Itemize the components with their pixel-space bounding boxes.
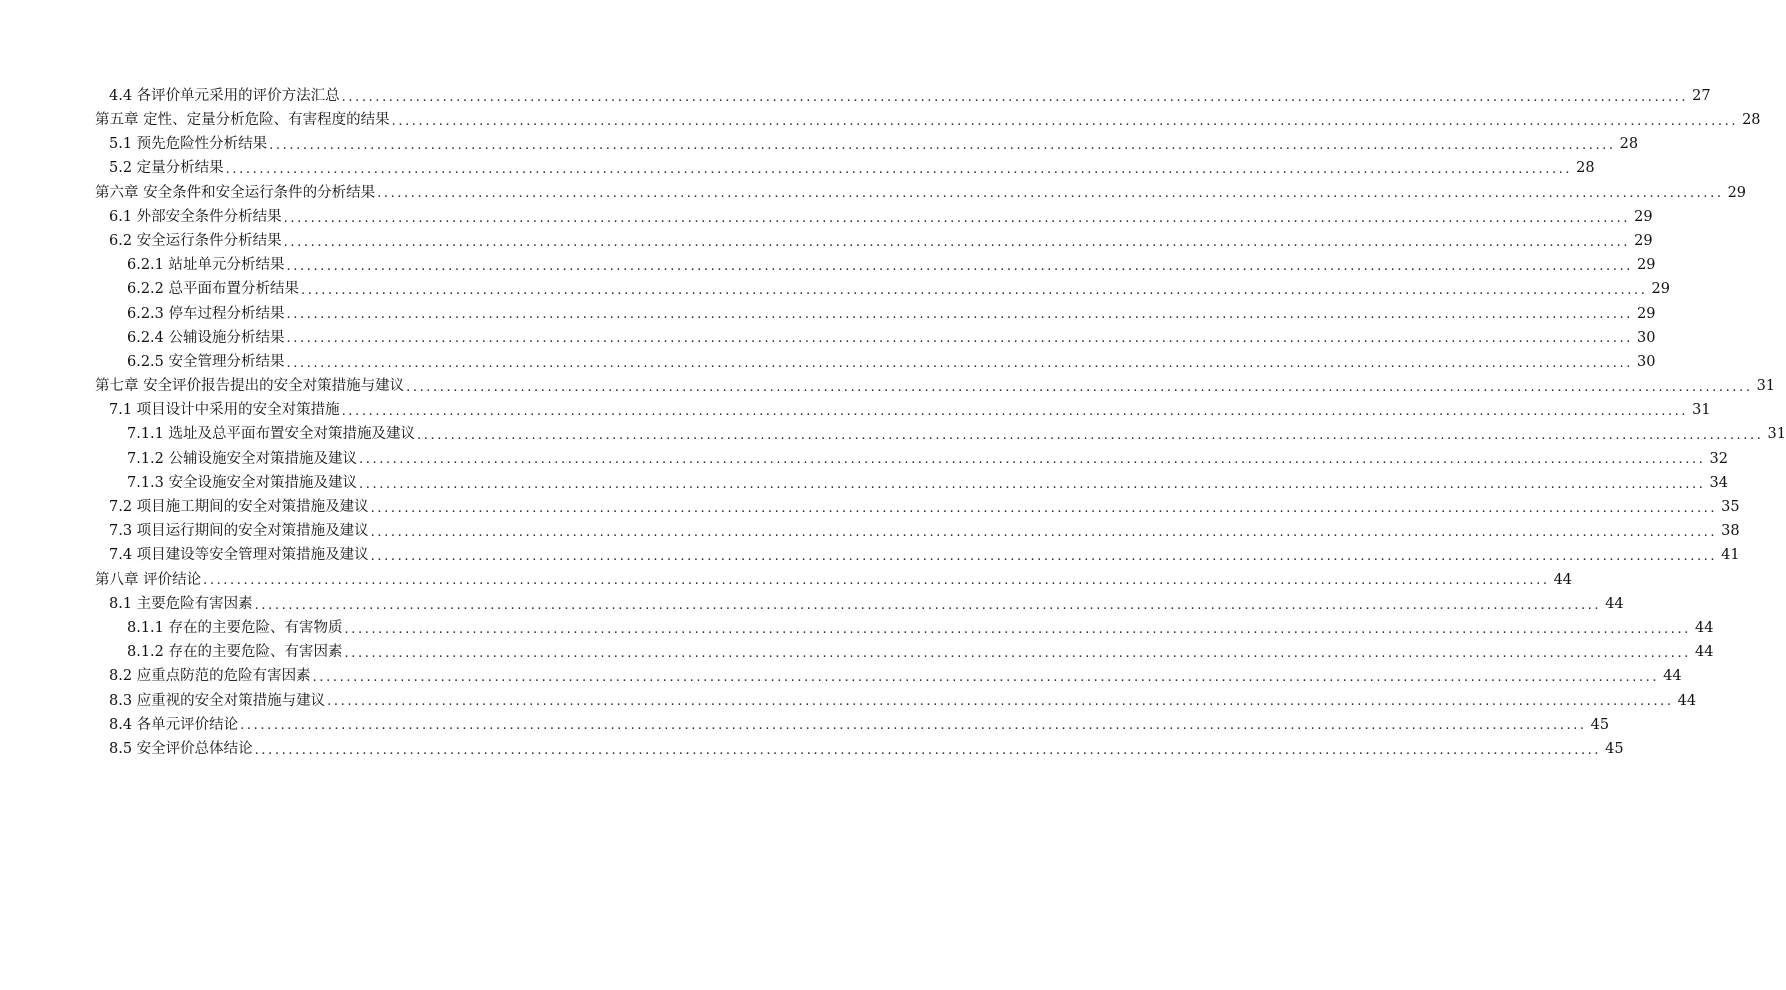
toc-page-number: 29 [1636, 257, 1656, 274]
toc-entry[interactable] [0, 350, 1656, 374]
toc-page-number: 44 [1677, 692, 1697, 709]
toc-entry[interactable] [0, 302, 1656, 326]
toc-entry[interactable] [0, 665, 1682, 689]
toc-entry[interactable] [0, 278, 1670, 302]
toc-entry-label: 第七章 安全评价报告提出的安全对策措施与建议 [95, 378, 405, 395]
toc-entry[interactable] [0, 326, 1656, 350]
toc-entry-label: 7.1.1 选址及总平面布置安全对策措施及建议 [127, 426, 416, 443]
toc-entry-label: 5.1 预先危险性分析结果 [109, 136, 268, 153]
toc-page-number: 44 [1663, 668, 1682, 685]
toc-page-number: 45 [1605, 740, 1624, 757]
toc-entry[interactable] [0, 447, 1728, 471]
toc-entry-label: 7.3 项目运行期间的安全对策措施及建议 [109, 523, 369, 540]
toc-entry-label: 8.2 应重点防范的危险有害因素 [109, 668, 311, 685]
toc-entry[interactable] [0, 592, 1624, 616]
toc-page-number: 41 [1721, 547, 1740, 564]
toc-entry[interactable] [0, 544, 1740, 568]
dot-leader: ........................................................................................................................................................................................................ [377, 186, 1724, 202]
toc-entry[interactable] [0, 713, 1610, 737]
toc-page-number: 29 [1634, 232, 1653, 249]
toc-page-number: 31 [1756, 378, 1776, 395]
toc-entry[interactable] [0, 108, 1761, 132]
toc-page-number: 44 [1694, 619, 1714, 636]
toc-entry[interactable] [0, 398, 1711, 422]
toc-entry[interactable] [0, 253, 1656, 277]
toc-entry[interactable] [0, 495, 1740, 519]
dot-leader: ........................................................................................................................................................................................................ [286, 258, 1633, 274]
dot-leader: ........................................................................................................................................................................................................ [286, 307, 1633, 323]
dot-leader: ........................................................................................................................................................................................................ [286, 355, 1633, 371]
toc-page-number: 38 [1721, 523, 1740, 540]
dot-leader: ........................................................................................................................................................................................................ [406, 379, 1753, 395]
toc-entry-label: 8.5 安全评价总体结论 [109, 740, 253, 757]
toc-page-number: 35 [1721, 499, 1740, 516]
toc-entry[interactable] [0, 84, 1711, 108]
toc-page-number: 30 [1636, 353, 1656, 370]
toc-entry-label: 8.3 应重视的安全对策措施与建议 [109, 692, 326, 709]
toc-entry[interactable] [0, 519, 1740, 543]
toc-page-number: 29 [1651, 281, 1670, 298]
toc-page-number: 27 [1692, 87, 1711, 104]
toc-page-number: 28 [1576, 160, 1595, 177]
toc-entry-label: 6.2.5 安全管理分析结果 [127, 353, 285, 370]
toc-entry-label: 7.1.3 安全设施安全对策措施及建议 [127, 474, 358, 491]
toc-entry-label: 第八章 评价结论 [95, 571, 202, 588]
toc-entry[interactable] [0, 616, 1714, 640]
toc-entry-label: 8.1 主要危险有害因素 [109, 595, 253, 612]
dot-leader: ........................................................................................................................................................................................................ [370, 500, 1718, 516]
dot-leader: ........................................................................................................................................................................................................ [391, 113, 1739, 129]
dot-leader: ........................................................................................................................................................................................................ [283, 234, 1631, 250]
toc-entry[interactable] [0, 181, 1747, 205]
toc-entry[interactable] [0, 205, 1653, 229]
dot-leader: ........................................................................................................................................................................................................ [359, 476, 1706, 492]
dot-leader: ........................................................................................................................................................................................................ [417, 428, 1764, 444]
toc-entry-label: 6.2.3 停车过程分析结果 [127, 305, 285, 322]
toc-entry-label: 6.2 安全运行条件分析结果 [109, 232, 282, 249]
toc-entry-label: 第五章 定性、定量分析危险、有害程度的结果 [95, 112, 390, 129]
toc-entry[interactable] [0, 471, 1728, 495]
toc-entry[interactable] [0, 737, 1624, 761]
toc-page-number: 29 [1636, 305, 1656, 322]
toc-entry-label: 4.4 各评价单元采用的评价方法汇总 [109, 87, 340, 104]
dot-leader: ........................................................................................................................................................................................................ [283, 210, 1631, 226]
dot-leader: ........................................................................................................................................................................................................ [344, 645, 1691, 661]
dot-leader: ........................................................................................................................................................................................................ [225, 162, 1573, 178]
dot-leader: ........................................................................................................................................................................................................ [286, 331, 1633, 347]
toc-page-number: 44 [1553, 571, 1573, 588]
toc-page-number: 29 [1727, 184, 1747, 201]
toc-entry-label: 第六章 安全条件和安全运行条件的分析结果 [95, 184, 376, 201]
toc-entry[interactable] [0, 423, 1786, 447]
toc-page-number: 45 [1590, 716, 1610, 733]
toc-page-number: 44 [1605, 595, 1624, 612]
dot-leader: ........................................................................................................................................................................................................ [341, 404, 1689, 420]
toc-page-number: 31 [1692, 402, 1711, 419]
toc-entry[interactable] [0, 640, 1714, 664]
table-of-contents [0, 84, 1786, 761]
dot-leader: ........................................................................................................................................................................................................ [327, 694, 1674, 710]
toc-page-number: 44 [1694, 644, 1714, 661]
toc-entry-label: 7.1 项目设计中采用的安全对策措施 [109, 402, 340, 419]
dot-leader: ........................................................................................................................................................................................................ [301, 283, 1648, 299]
toc-entry-label: 6.2.1 站址单元分析结果 [127, 257, 285, 274]
toc-page-number: 34 [1709, 474, 1728, 491]
toc-entry-label: 8.1.1 存在的主要危险、有害物质 [127, 619, 343, 636]
toc-entry-label: 5.2 定量分析结果 [109, 160, 224, 177]
dot-leader: ........................................................................................................................................................................................................ [344, 621, 1691, 637]
toc-page-number: 32 [1709, 450, 1728, 467]
toc-entry-label: 6.2.2 总平面布置分析结果 [127, 281, 300, 298]
toc-entry[interactable] [0, 229, 1653, 253]
dot-leader: ........................................................................................................................................................................................................ [203, 573, 1550, 589]
dot-leader: ........................................................................................................................................................................................................ [370, 549, 1718, 565]
toc-entry[interactable] [0, 132, 1639, 156]
toc-page-number: 28 [1619, 136, 1639, 153]
toc-entry-label: 7.4 项目建设等安全管理对策措施及建议 [109, 547, 369, 564]
dot-leader: ........................................................................................................................................................................................................ [312, 670, 1660, 686]
toc-entry[interactable] [0, 568, 1573, 592]
dot-leader: ........................................................................................................................................................................................................ [254, 742, 1602, 758]
dot-leader: ........................................................................................................................................................................................................ [359, 452, 1706, 468]
dot-leader: ........................................................................................................................................................................................................ [341, 89, 1689, 105]
dot-leader: ........................................................................................................................................................................................................ [240, 718, 1587, 734]
toc-entry-label: 7.2 项目施工期间的安全对策措施及建议 [109, 499, 369, 516]
toc-page-number: 28 [1742, 112, 1761, 129]
toc-page-number: 29 [1634, 208, 1653, 225]
toc-entry-label: 8.1.2 存在的主要危险、有害因素 [127, 644, 343, 661]
toc-entry-label: 7.1.2 公辅设施安全对策措施及建议 [127, 450, 358, 467]
toc-page-number: 31 [1767, 426, 1786, 443]
toc-page-number: 30 [1636, 329, 1656, 346]
dot-leader: ........................................................................................................................................................................................................ [254, 597, 1602, 613]
dot-leader: ........................................................................................................................................................................................................ [370, 524, 1718, 540]
toc-entry-label: 8.4 各单元评价结论 [109, 716, 239, 733]
toc-entry-label: 6.2.4 公辅设施分析结果 [127, 329, 285, 346]
toc-entry-label: 6.1 外部安全条件分析结果 [109, 208, 282, 225]
dot-leader: ........................................................................................................................................................................................................ [269, 137, 1616, 153]
toc-entry[interactable] [0, 157, 1595, 181]
toc-entry[interactable] [0, 374, 1776, 398]
toc-entry[interactable] [0, 689, 1697, 713]
